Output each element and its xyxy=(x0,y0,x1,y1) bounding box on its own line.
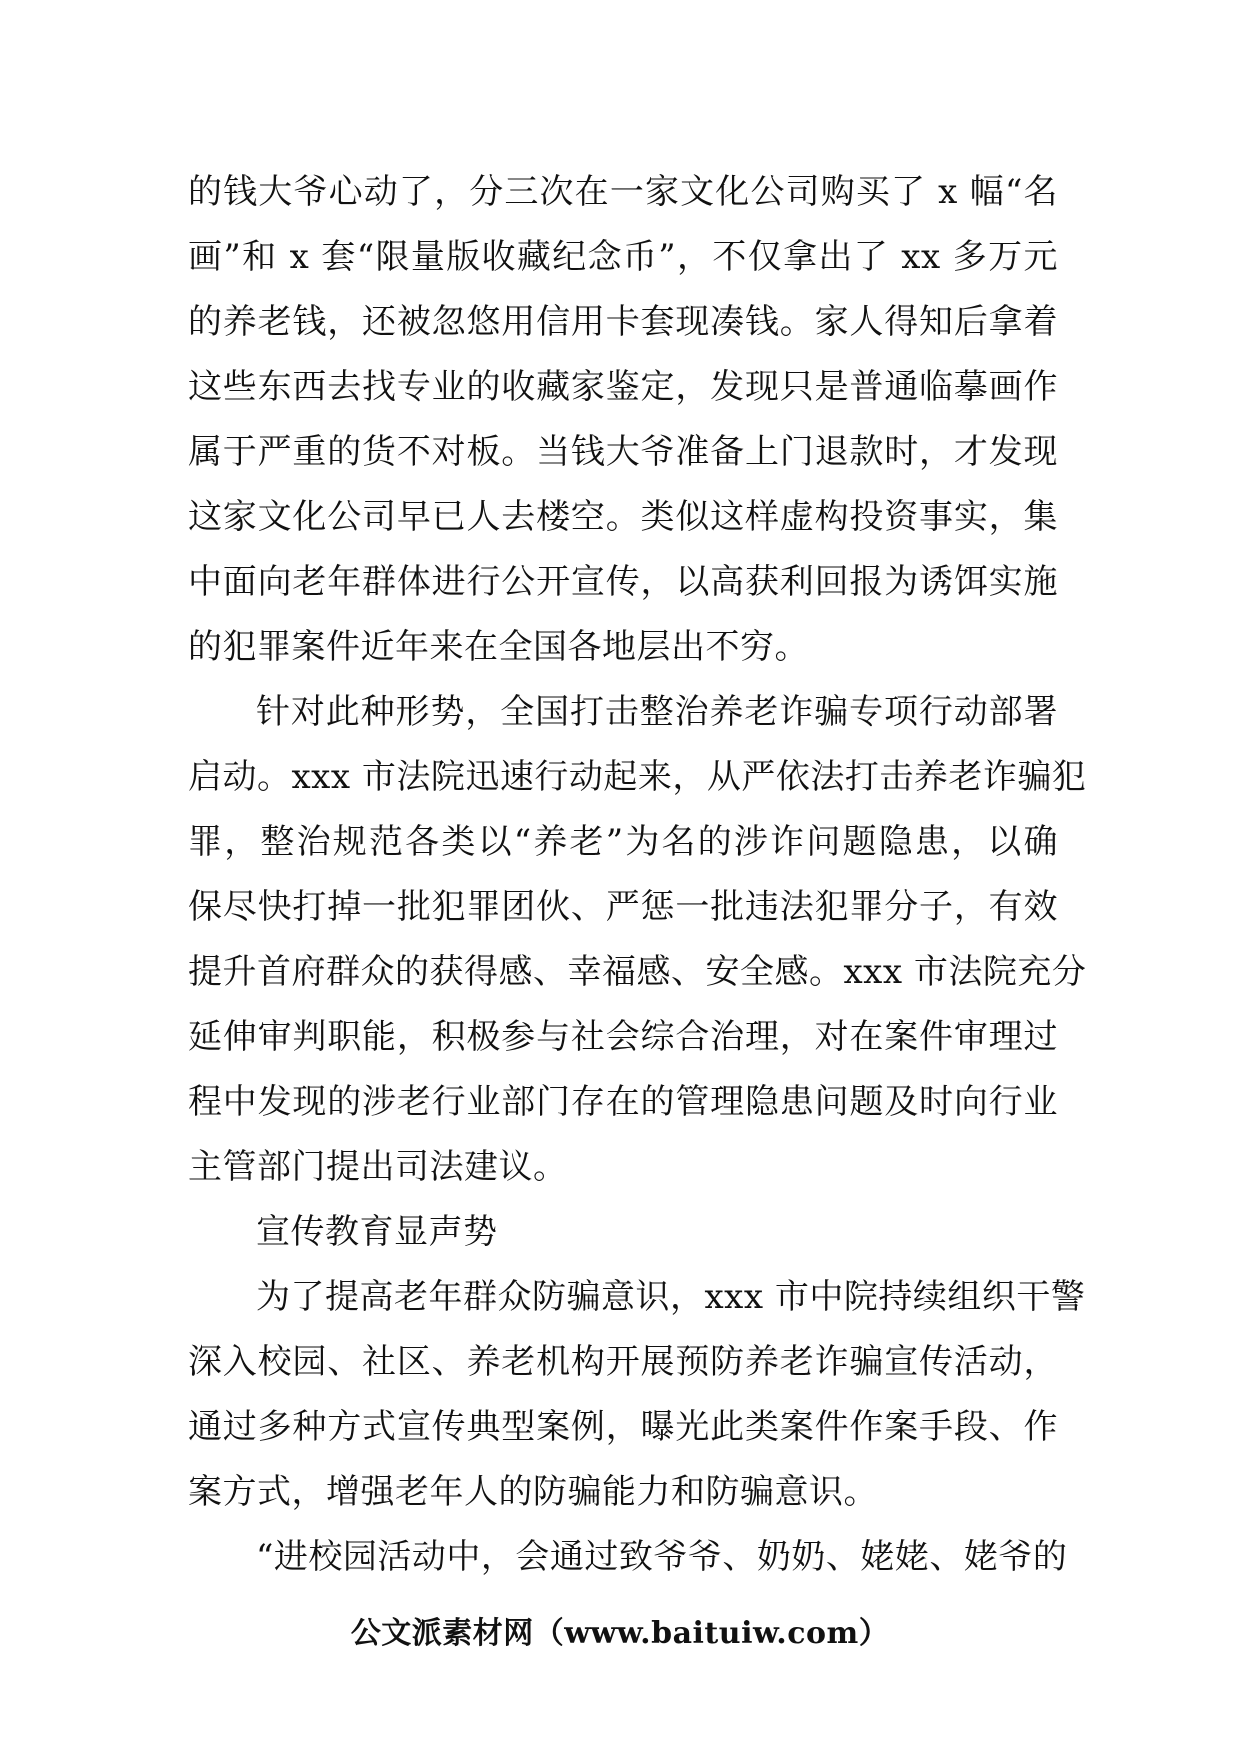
text-line: 保尽快打掉一批犯罪团伙、严惩一批违法犯罪分子，有效 xyxy=(188,887,1058,927)
body-text xyxy=(188,160,1087,1590)
text-line: 画”和 x 套“限量版收藏纪念币”，不仅拿出了 xx 多万元 xyxy=(188,237,1058,277)
text-line: 主管部门提出司法建议。 xyxy=(188,1147,568,1187)
text-line: 的犯罪案件近年来在全国各地层出不穷。 xyxy=(188,627,809,667)
footer-watermark: 公文派素材网（www.baituiw.com） xyxy=(350,1616,890,1651)
text-line: 针对此种形势，全国打击整治养老诈骗专项行动部署 xyxy=(256,692,1058,732)
text-line: 这家文化公司早已人去楼空。类似这样虚构投资事实，集 xyxy=(188,497,1058,537)
text-line: 案方式，增强老年人的防骗能力和防骗意识。 xyxy=(188,1472,878,1512)
text-line: 延伸审判职能，积极参与社会综合治理，对在案件审理过 xyxy=(188,1017,1058,1057)
text-line: 启动。xxx 市法院迅速行动起来，从严依法打击养老诈骗犯 xyxy=(188,757,1087,797)
text-line: 为了提高老年群众防骗意识，xxx 市中院持续组织干警 xyxy=(256,1277,1086,1317)
text-line: 通过多种方式宣传典型案例，曝光此类案件作案手段、作 xyxy=(188,1407,1058,1447)
text-line: “进校园活动中，会通过致爷爷、奶奶、姥姥、姥爷的 xyxy=(256,1537,1068,1577)
text-line: 中面向老年群体进行公开宣传，以高获利回报为诱饵实施 xyxy=(188,562,1058,602)
text-line: 的钱大爷心动了，分三次在一家文化公司购买了 x 幅“名 xyxy=(188,172,1058,212)
text-line: 深入校园、社区、养老机构开展预防养老诈骗宣传活动， xyxy=(188,1342,1058,1382)
text-line: 程中发现的涉老行业部门存在的管理隐患问题及时向行业 xyxy=(188,1082,1058,1122)
text-line: 宣传教育显声势 xyxy=(256,1212,498,1252)
text-line: 罪，整治规范各类以“养老”为名的涉诈问题隐患，以确 xyxy=(188,822,1058,862)
text-line: 的养老钱，还被忽悠用信用卡套现凑钱。家人得知后拿着 xyxy=(188,302,1058,342)
text-line: 提升首府群众的获得感、幸福感、安全感。xxx 市法院充分 xyxy=(188,952,1087,992)
text-line: 属于严重的货不对板。当钱大爷准备上门退款时，才发现 xyxy=(188,432,1058,472)
text-line: 这些东西去找专业的收藏家鉴定，发现只是普通临摹画作 xyxy=(188,367,1058,407)
